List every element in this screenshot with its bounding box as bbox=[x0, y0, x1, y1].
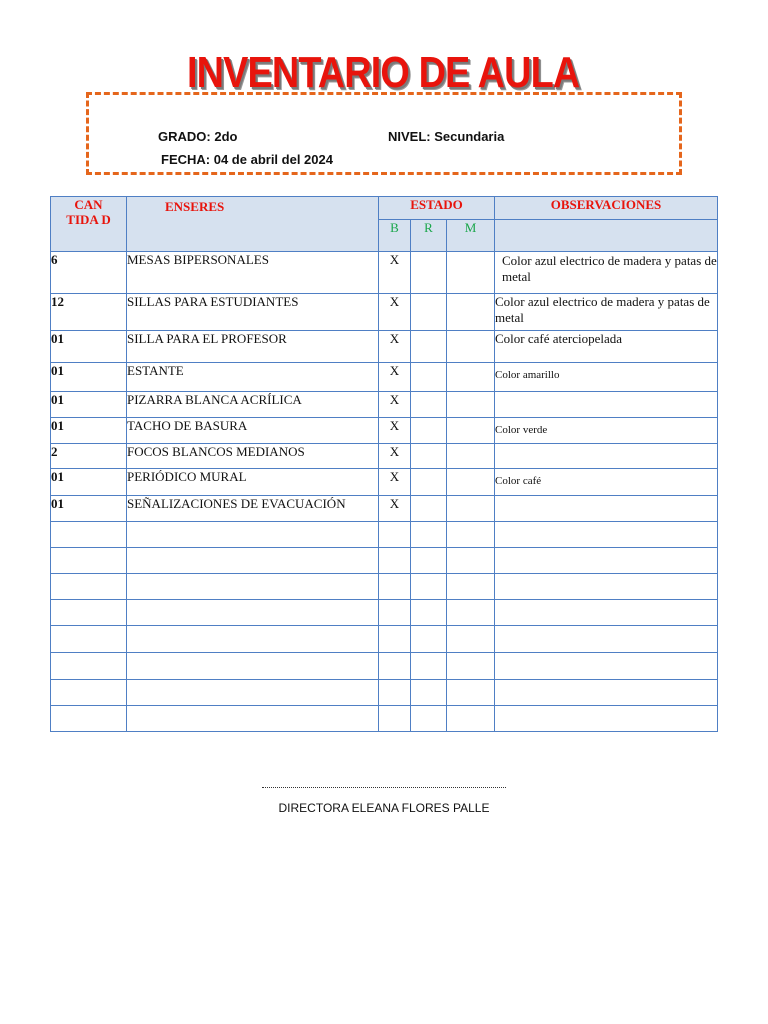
table-row-empty bbox=[51, 706, 718, 732]
header-estado: ESTADO bbox=[379, 197, 495, 220]
row-mark-m bbox=[447, 294, 495, 331]
empty-cell bbox=[51, 626, 127, 653]
row-obs: Color amarillo bbox=[495, 363, 718, 392]
empty-cell bbox=[411, 548, 447, 574]
empty-cell bbox=[411, 680, 447, 706]
empty-cell bbox=[51, 653, 127, 680]
empty-cell bbox=[447, 626, 495, 653]
row-qty: 01 bbox=[51, 392, 127, 418]
empty-cell bbox=[495, 626, 718, 653]
table-row-empty bbox=[51, 600, 718, 626]
row-mark-b: X bbox=[379, 331, 411, 363]
row-item: PERIÓDICO MURAL bbox=[127, 469, 379, 496]
table-row-empty bbox=[51, 522, 718, 548]
header-cantidad-line1: CAN bbox=[74, 197, 103, 212]
empty-cell bbox=[51, 600, 127, 626]
row-mark-m bbox=[447, 392, 495, 418]
empty-cell bbox=[447, 522, 495, 548]
row-mark-b: X bbox=[379, 469, 411, 496]
row-mark-r bbox=[411, 496, 447, 522]
header-estado-m: M bbox=[447, 220, 495, 252]
empty-cell bbox=[411, 574, 447, 600]
table-row bbox=[51, 469, 718, 496]
grado-value: 2do bbox=[214, 129, 238, 144]
row-mark-r bbox=[411, 444, 447, 469]
table-row bbox=[51, 331, 718, 363]
row-item: FOCOS BLANCOS MEDIANOS bbox=[127, 444, 379, 469]
row-mark-r bbox=[411, 363, 447, 392]
table-row-empty bbox=[51, 626, 718, 653]
row-qty: 12 bbox=[51, 294, 127, 331]
row-mark-b: X bbox=[379, 294, 411, 331]
row-qty: 01 bbox=[51, 469, 127, 496]
row-item: SILLA PARA EL PROFESOR bbox=[127, 331, 379, 363]
empty-cell bbox=[51, 548, 127, 574]
header-enseres: ENSERES bbox=[127, 197, 379, 252]
nivel-label: NIVEL: bbox=[388, 129, 431, 144]
row-item: SEÑALIZACIONES DE EVACUACIÓN bbox=[127, 496, 379, 522]
empty-cell bbox=[495, 600, 718, 626]
row-mark-b: X bbox=[379, 392, 411, 418]
empty-cell bbox=[51, 522, 127, 548]
empty-cell bbox=[495, 653, 718, 680]
empty-cell bbox=[447, 706, 495, 732]
empty-cell bbox=[379, 600, 411, 626]
row-mark-b: X bbox=[379, 363, 411, 392]
empty-cell bbox=[51, 706, 127, 732]
empty-cell bbox=[127, 706, 379, 732]
header-cantidad-line2: TIDA D bbox=[66, 212, 111, 227]
row-mark-m bbox=[447, 363, 495, 392]
header-observaciones-blank bbox=[495, 220, 718, 252]
row-mark-m bbox=[447, 331, 495, 363]
empty-cell bbox=[127, 653, 379, 680]
row-mark-r bbox=[411, 331, 447, 363]
row-obs: Color azul electrico de madera y patas de metal bbox=[495, 252, 718, 294]
empty-cell bbox=[379, 548, 411, 574]
table-row-empty bbox=[51, 574, 718, 600]
row-mark-r bbox=[411, 392, 447, 418]
header-cantidad bbox=[51, 197, 127, 252]
row-mark-m bbox=[447, 252, 495, 294]
signature-name: DIRECTORA ELEANA FLORES PALLE bbox=[278, 801, 490, 815]
header-observaciones: OBSERVACIONES bbox=[495, 197, 718, 220]
row-item: SILLAS PARA ESTUDIANTES bbox=[127, 294, 379, 331]
header-estado-b: B bbox=[379, 220, 411, 252]
row-item: PIZARRA BLANCA ACRÍLICA bbox=[127, 392, 379, 418]
table-row bbox=[51, 418, 718, 444]
empty-cell bbox=[495, 680, 718, 706]
row-qty: 6 bbox=[51, 252, 127, 294]
row-item: MESAS BIPERSONALES bbox=[127, 252, 379, 294]
row-obs bbox=[495, 496, 718, 522]
empty-cell bbox=[379, 626, 411, 653]
empty-cell bbox=[127, 600, 379, 626]
row-qty: 01 bbox=[51, 363, 127, 392]
nivel-value: Secundaria bbox=[434, 129, 505, 144]
empty-cell bbox=[447, 653, 495, 680]
empty-cell bbox=[495, 574, 718, 600]
row-item: TACHO DE BASURA bbox=[127, 418, 379, 444]
signature-line bbox=[262, 787, 506, 788]
row-mark-m bbox=[447, 444, 495, 469]
row-mark-b: X bbox=[379, 418, 411, 444]
empty-cell bbox=[127, 680, 379, 706]
empty-cell bbox=[447, 680, 495, 706]
fecha-field bbox=[161, 152, 333, 167]
row-mark-r bbox=[411, 252, 447, 294]
empty-cell bbox=[127, 626, 379, 653]
empty-cell bbox=[51, 574, 127, 600]
table-row bbox=[51, 294, 718, 331]
empty-cell bbox=[495, 522, 718, 548]
row-qty: 01 bbox=[51, 496, 127, 522]
table-row bbox=[51, 392, 718, 418]
table-row bbox=[51, 363, 718, 392]
empty-cell bbox=[411, 653, 447, 680]
row-mark-m bbox=[447, 469, 495, 496]
inventory-table bbox=[50, 196, 718, 732]
empty-cell bbox=[51, 680, 127, 706]
grado-field: GRADO: 2do bbox=[158, 129, 238, 144]
empty-cell bbox=[411, 522, 447, 548]
empty-cell bbox=[127, 522, 379, 548]
grado-label: GRADO bbox=[158, 129, 207, 144]
table-row bbox=[51, 252, 718, 294]
row-mark-r bbox=[411, 418, 447, 444]
table-row bbox=[51, 496, 718, 522]
row-mark-r bbox=[411, 294, 447, 331]
empty-cell bbox=[495, 706, 718, 732]
empty-cell bbox=[379, 574, 411, 600]
empty-cell bbox=[379, 522, 411, 548]
row-item: ESTANTE bbox=[127, 363, 379, 392]
empty-cell bbox=[379, 706, 411, 732]
row-obs: Color azul electrico de madera y patas de metal bbox=[495, 294, 718, 331]
row-mark-b: X bbox=[379, 444, 411, 469]
table-row-empty bbox=[51, 653, 718, 680]
empty-cell bbox=[447, 600, 495, 626]
fecha-value: 04 de abril del 2024 bbox=[213, 152, 333, 167]
page-title: INVENTARIO DE AULA bbox=[186, 48, 580, 97]
table-row-empty bbox=[51, 548, 718, 574]
header-estado-r: R bbox=[411, 220, 447, 252]
table-row-empty bbox=[51, 680, 718, 706]
empty-cell bbox=[379, 680, 411, 706]
row-obs: Color café bbox=[495, 469, 718, 496]
empty-cell bbox=[411, 600, 447, 626]
row-mark-b: X bbox=[379, 252, 411, 294]
row-obs bbox=[495, 444, 718, 469]
fecha-label: FECHA: bbox=[161, 152, 211, 167]
row-obs: Color café aterciopelada bbox=[495, 331, 718, 363]
row-obs: Color verde bbox=[495, 418, 718, 444]
table-row bbox=[51, 444, 718, 469]
empty-cell bbox=[411, 626, 447, 653]
empty-cell bbox=[127, 548, 379, 574]
empty-cell bbox=[411, 706, 447, 732]
row-mark-b: X bbox=[379, 496, 411, 522]
empty-cell bbox=[447, 548, 495, 574]
row-qty: 2 bbox=[51, 444, 127, 469]
empty-cell bbox=[447, 574, 495, 600]
row-obs bbox=[495, 392, 718, 418]
empty-cell bbox=[127, 574, 379, 600]
row-mark-r bbox=[411, 469, 447, 496]
row-qty: 01 bbox=[51, 418, 127, 444]
row-mark-m bbox=[447, 496, 495, 522]
empty-cell bbox=[379, 653, 411, 680]
nivel-field bbox=[388, 129, 504, 144]
empty-cell bbox=[495, 548, 718, 574]
row-mark-m bbox=[447, 418, 495, 444]
row-qty: 01 bbox=[51, 331, 127, 363]
